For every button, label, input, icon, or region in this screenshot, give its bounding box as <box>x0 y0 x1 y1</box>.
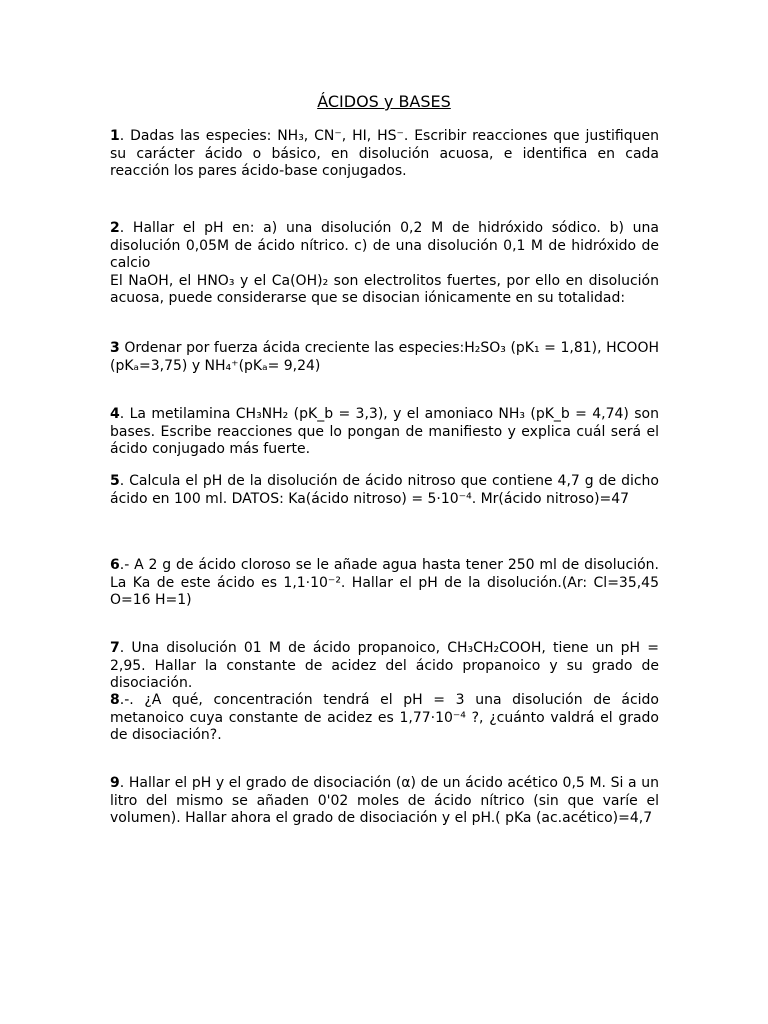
question-8 <box>110 692 659 745</box>
question-text: . Hallar el pH y el grado de disociación (α) de un ácido acético 0,5 M. Si a un litro del mismo se añaden 0'02 moles de ácido nítrico (sin que varíe el volumen). Hallar ahora el grado de disociación y el pH.( pKa (ac.acético)=4,7 <box>110 775 659 826</box>
question-text: .-. ¿A qué, concentración tendrá el pH = 3 una disolución de ácido metanoico cuya constante de acidez es 1,77·10⁻⁴ ?, ¿cuánto valdrá el grado de disociación?. <box>110 692 659 743</box>
question-number: 6 <box>110 557 120 573</box>
question-note: El NaOH, el HNO₃ y el Ca(OH)₂ son electrolitos fuertes, por ello en disolución acuosa, puede considerarse que se disocian iónicamente en su totalidad: <box>110 272 659 306</box>
question-text: .- A 2 g de ácido cloroso se le añade agua hasta tener 250 ml de disolución. La Ka de este ácido es 1,1·10⁻². Hallar el pH de la disolución.(Ar: Cl=35,45 O=16 H=1) <box>110 557 659 608</box>
question-3 <box>110 340 659 375</box>
question-number: 3 <box>110 340 120 356</box>
question-7 <box>110 640 659 693</box>
question-number: 2 <box>110 220 120 236</box>
question-4 <box>110 406 659 459</box>
question-text: . Una disolución 01 M de ácido propanoico, CH₃CH₂COOH, tiene un pH = 2,95. Hallar la constante de acidez del ácido propanoico y su grado de disociación. <box>110 640 659 691</box>
document-title: ÁCIDOS y BASES <box>317 92 451 111</box>
question-text: . Dadas las especies: NH₃, CN⁻, HI, HS⁻. Escribir reacciones que justifiquen su carácter ácido o básico, en disolución acuosa, e identifica en cada reacción los pares ácido-base conjugados. <box>110 128 659 179</box>
question-number: 7 <box>110 640 120 656</box>
question-number: 9 <box>110 775 120 791</box>
question-6 <box>110 557 659 610</box>
question-number: 4 <box>110 406 120 422</box>
question-text: . Calcula el pH de la disolución de ácido nitroso que contiene 4,7 g de dicho ácido en 100 ml. DATOS: Ka(ácido nitroso) = 5·10⁻⁴. Mr(ácido nitroso)=47 <box>110 473 659 507</box>
question-number: 8 <box>110 692 120 708</box>
question-text: Ordenar por fuerza ácida creciente las especies:H₂SO₃ (pK₁ = 1,81), HCOOH (pKₐ=3,75) y NH₄⁺(pKₐ= 9,24) <box>110 340 659 374</box>
question-number: 5 <box>110 473 120 489</box>
question-2 <box>110 220 659 308</box>
question-9 <box>110 775 659 828</box>
question-number: 1 <box>110 128 120 144</box>
question-1 <box>110 128 659 181</box>
question-text: . La metilamina CH₃NH₂ (pK_b = 3,3), y el amoniaco NH₃ (pK_b = 4,74) son bases. Escribe reacciones que lo pongan de manifiesto y explica cuál será el ácido conjugado más fuerte. <box>110 406 659 457</box>
question-5 <box>110 473 659 508</box>
question-text: . Hallar el pH en: a) una disolución 0,2 M de hidróxido sódico. b) una disolución 0,05M de ácido nítrico. c) de una disolución 0,1 M de hidróxido de calcio <box>110 220 659 271</box>
